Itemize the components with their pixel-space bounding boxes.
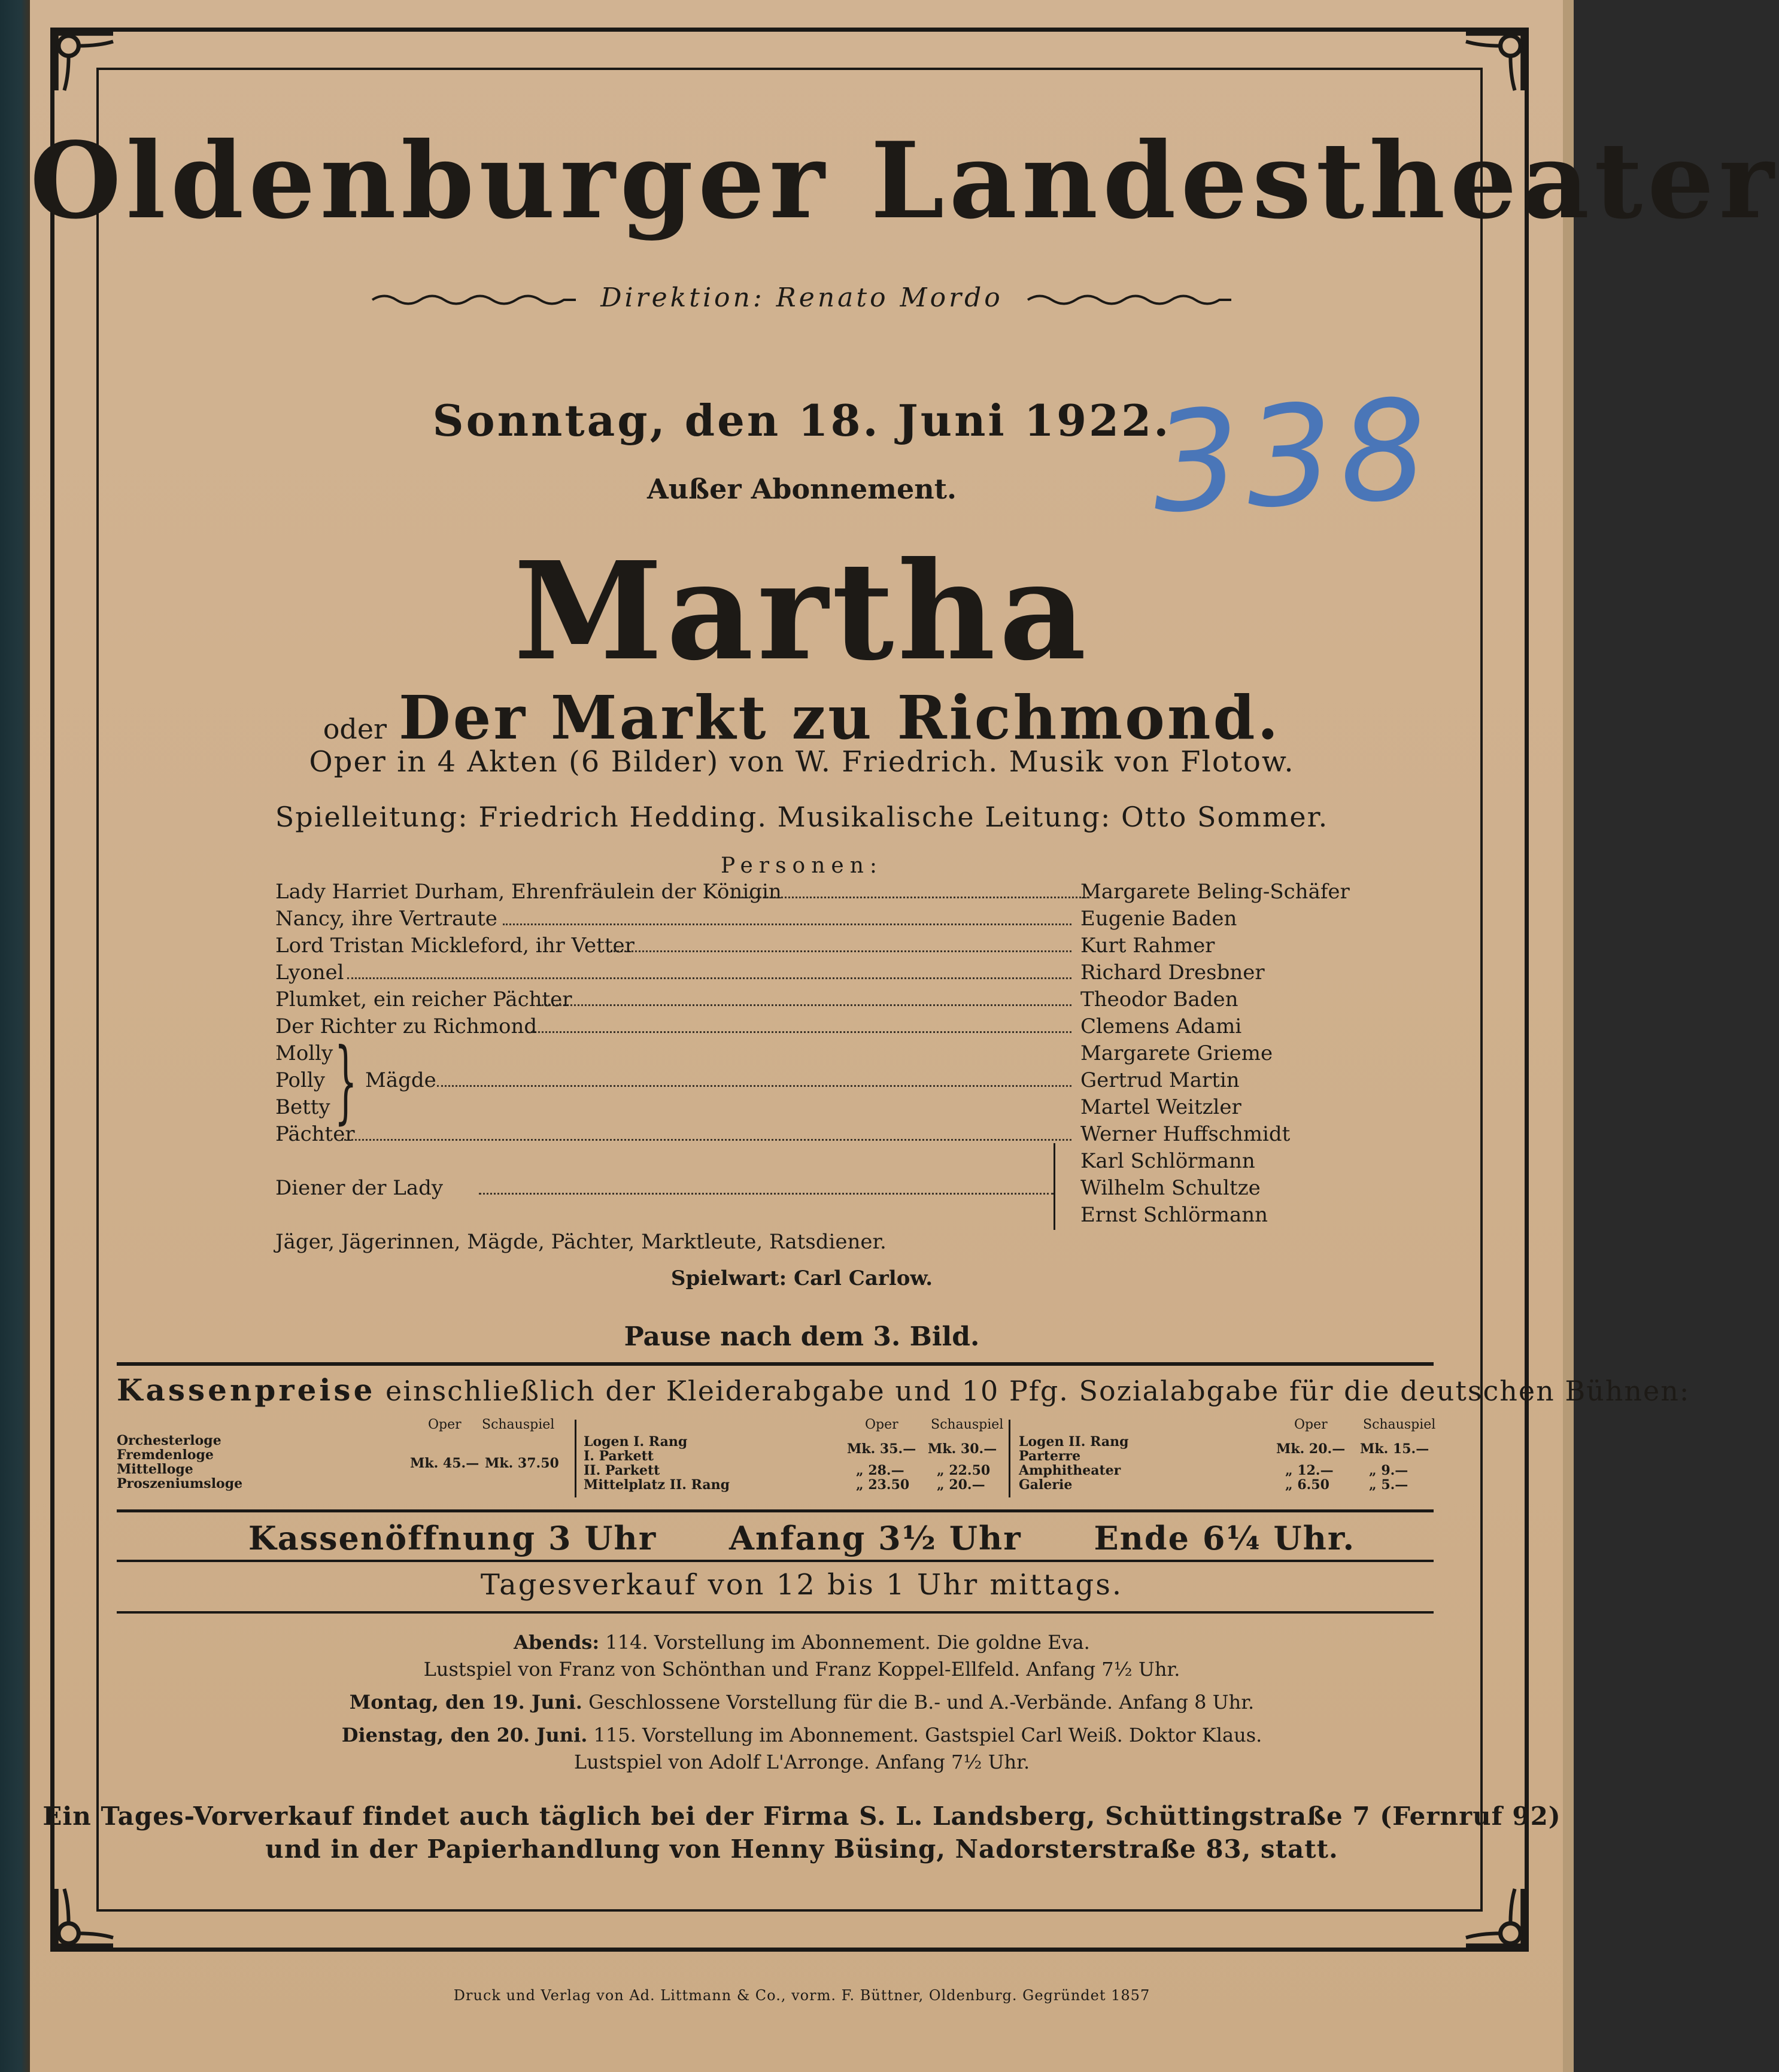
box-office-time: Kassenöffnung 3 Uhr [248,1519,657,1557]
day-sale: Tagesverkauf von 12 bis 1 Uhr mittags. [480,1568,1124,1602]
cast-row: Nancy, ihre Vertraute Eugenie Baden [275,907,1237,931]
corner-ornament-bottom-left [48,1882,120,1953]
direction-text: Direktion: Renato Mordo [600,282,1003,313]
flourish-right-icon [1028,292,1231,308]
opera-subtitle [30,682,1574,753]
cast-row: Lord Tristan Mickleford, ihr Vetter Kurt Rahmer [275,934,1215,958]
upcoming-line: Montag, den 19. Juni. Geschlossene Vorstellung für die B.- und A.-Verbände. Anfang 8 Uhr. [349,1691,1255,1713]
binding-spine [0,0,30,2072]
cast-row: Karl Schlörmann [1080,1149,1255,1173]
cast-row: Diener der Lady Wilhelm Schultze [275,1176,1261,1200]
flourish-left-icon [372,292,576,308]
cast-row: Polly Mägde Gertrud Martin [275,1068,1240,1092]
handwritten-number: 338 [1148,369,1437,545]
cast-row: Jäger, Jägerinnen, Mägde, Pächter, Marktleute, Ratsdiener. [275,1230,887,1254]
cast-row: Betty Martel Weitzler [275,1095,1241,1119]
divider [117,1509,1434,1512]
presale-line-2: und in der Papierhandlung von Henny Büsing, Nadorsterstraße 83, statt. [265,1834,1338,1864]
subtitle-text: Der Markt zu Richmond. [399,682,1281,753]
end-time: Ende 6¼ Uhr. [1094,1519,1356,1557]
upcoming-line: Lustspiel von Adolf L'Arronge. Anfang 7½ Uhr. [573,1751,1030,1773]
cast-row: Lyonel Richard Dresbner [275,961,1265,985]
subtitle-prefix: oder [323,713,387,745]
direction-line [30,282,1574,313]
servants-bar [1054,1143,1055,1230]
upcoming-line: Abends: 114. Vorstellung im Abonnement. Die goldne Eva. [514,1631,1090,1654]
staff-line: Spielleitung: Friedrich Hedding. Musikalische Leitung: Otto Sommer. [275,801,1329,833]
presale-line-1: Ein Tages-Vorverkauf findet auch täglich bei der Firma S. L. Landsberg, Schüttingstraße 7 (Fernruf 92) [42,1801,1561,1831]
playbill-page: Oldenburger Landestheater Direktion: Renato Mordo Sonntag, den 18. Juni 1922. 338 Außer Abonnement. Martha oder Der Markt zu Richmond. Oper in 4 Akten (6 Bilder) von W. Friedrich. Musik von Flotow. Spielleitung: Friedrich Hedding. Musikalische Leitung: Otto Sommer. Personen: Lady Harriet Durham, Ehrenfräulein der Königin Margarete Beling-Schäfer Nancy, ihre Vertraute Eugenie Baden Lord Tristan Mickleford, ihr Vetter Kurt Rahmer Lyonel Richard Dresbner Plumket, ein reicher Pächter Theodor Baden Der Richter zu Richmond Clemens Adami Molly Margarete Grieme Polly Mägde Gertrud Martin Betty Martel Weitzler Pächter Werner Huffschmidt Karl Schlörmann Diener der Lady Wilhelm Schultze Ernst Schlörmann Jäger, Jägerinnen, Mägde, Pächter, Marktleute, Ratsdiener. } Spielwart: Carl Carlow. Pause nach dem 3. Bild. Kassenpreise einschließlich der Kleiderabgabe und 10 Pfg. Sozialabgabe für die deutschen Bühnen: Oper Schauspiel Orchesterloge Fremdenloge Mittelloge Proszeniumsloge Mk. 45.— Mk. 37.50 Oper Schauspiel Logen I. Rang I. Parkett II. Parkett Mittelplatz II. Rang Mk. 35.— Mk. 30.— „ 28.— „ 22.50 „ 23.50 „ 20.— Oper Schauspiel Logen II. Rang Parterre Amphitheater Galerie Mk. 20.— Mk. 15.— „ 12.— „ 9.— „ 6.50 „ 5.— Kassenöffnung 3 Uhr Anfang 3½ Uhr Ende 6¼ Uhr. Tagesverkauf von 12 bis 1 Uhr mittags. Abends: 114. Vorstellung im Abonnement. Die goldne Eva. Lustspiel von Franz von Schönthan und Franz Koppel-Ellfeld. Anfang 7½ Uhr. Montag, den 19. Juni. Geschlossene Vorstellung für die B.- und A.-Verbände. Anfang 8 Uhr. Dienstag, den 20. Juni. 115. Vorstellung im Abonnement. Gastspiel Carl Weiß. Doktor Klaus. Lustspiel von Adolf L'Arronge. Anfang 7½ Uhr. Ein Tages-Vorverkauf findet auch täglich bei der Firma S. L. Landsberg, Schüttingstraße 7 (Fernruf 92) und in der Papierhandlung von Henny Büsing, Nadorsterstraße 83, statt. Druck und Verlag von Ad. Littmann & Co., vorm. F. Büttner, Oldenburg. Gegründet 1857 [30,0,1574,2072]
upcoming-line: Lustspiel von Franz von Schönthan und Franz Koppel-Ellfeld. Anfang 7½ Uhr. [423,1658,1180,1681]
theatre-name: Oldenburger Landestheater [30,120,1779,242]
cast-row: Molly Margarete Grieme [275,1041,1273,1065]
subscription-note: Außer Abonnement. [647,473,957,505]
corner-ornament-top-right [1459,26,1531,98]
price-divider [575,1420,576,1497]
cast-row: Pächter Werner Huffschmidt [275,1122,1291,1146]
persons-heading: Personen: [720,853,884,878]
prices-header: Kassenpreise einschließlich der Kleiderabgabe und 10 Pfg. Sozialabgabe für die deutschen Bühnen: [117,1372,1690,1408]
pause-note: Pause nach dem 3. Bild. [624,1321,980,1352]
times-line [30,1519,1574,1557]
divider [117,1362,1434,1366]
printer-imprint: Druck und Verlag von Ad. Littmann & Co., vorm. F. Büttner, Oldenburg. Gegründet 1857 [453,1987,1150,2004]
upcoming-line: Dienstag, den 20. Juni. 115. Vorstellung im Abonnement. Gastspiel Carl Weiß. Doktor Klaus. [341,1724,1262,1746]
maids-label: Mägde [365,1068,436,1092]
start-time: Anfang 3½ Uhr [728,1519,1022,1557]
opera-title: Martha [514,533,1090,691]
cast-row: Plumket, ein reicher Pächter Theodor Baden [275,988,1238,1011]
cast-row: Der Richter zu Richmond Clemens Adami [275,1014,1242,1038]
price-divider [1009,1420,1010,1497]
divider [117,1611,1434,1614]
performance-date: Sonntag, den 18. Juni 1922. [432,395,1171,446]
cast-row: Lady Harriet Durham, Ehrenfräulein der Königin Margarete Beling-Schäfer [275,880,1350,904]
divider [117,1560,1434,1562]
maids-brace-icon: } [334,1029,357,1134]
corner-ornament-top-left [48,26,120,98]
spielwart: Spielwart: Carl Carlow. [670,1266,933,1290]
corner-ornament-bottom-right [1459,1882,1531,1953]
opera-info: Oper in 4 Akten (6 Bilder) von W. Friedrich. Musik von Flotow. [309,745,1295,779]
cast-row: Ernst Schlörmann [1080,1203,1268,1227]
